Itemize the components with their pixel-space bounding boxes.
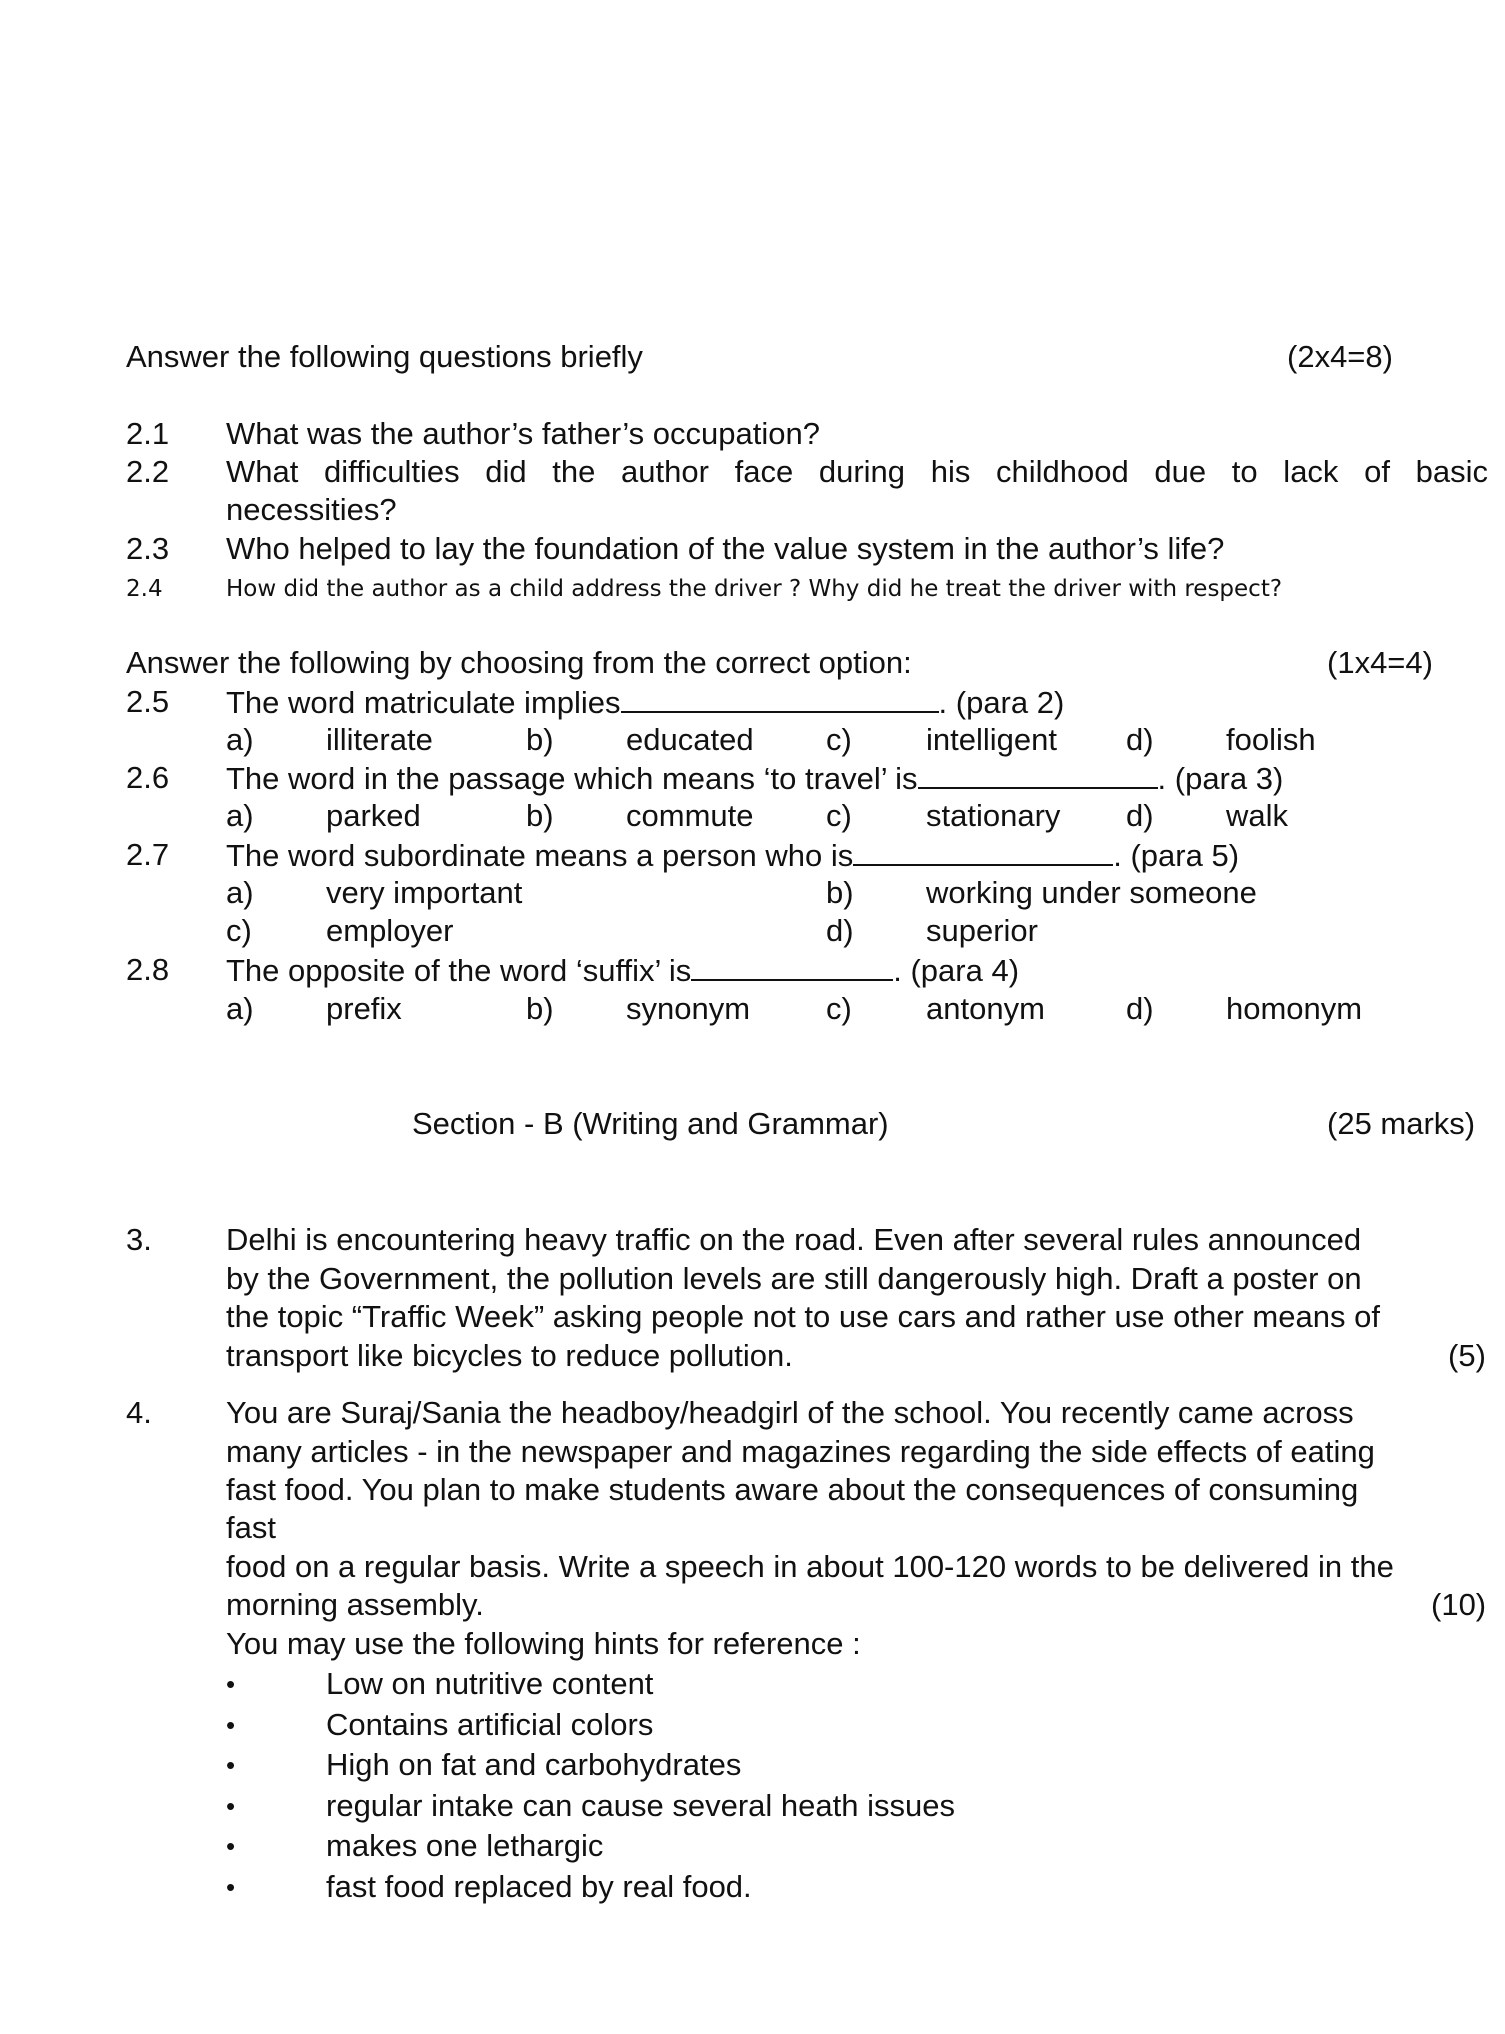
option-text: commute [626,798,754,833]
option-text: synonym [626,991,751,1026]
bullet-icon: • [226,1710,236,1740]
option-text: superior [926,913,1038,948]
bullet-icon: • [226,1872,236,1902]
para-ref: . (para 3) [1157,761,1284,796]
bullet-icon: • [226,1750,236,1780]
hint-text: makes one lethargic [326,1828,604,1863]
question-text-line: food on a regular basis. Write a speech in about 100-120 words to be delivered in the [226,1549,1394,1584]
question-text-line: You are Suraj/Sania the headboy/headgirl of the school. You recently came across [226,1395,1354,1430]
option-text: parked [326,798,421,833]
option-text: intelligent [926,722,1057,757]
question-number: 2.8 [126,952,170,987]
option-label: c) [826,798,852,833]
question-stem: The word subordinate means a person who is [226,838,854,873]
option-text: illiterate [326,722,433,757]
question-number: 2.4 [126,576,163,602]
question-marks: (5) [1448,1338,1486,1373]
option-label: c) [226,913,252,948]
option-label: c) [826,722,852,757]
question-marks: (10) [1431,1587,1487,1622]
part-b-heading: Answer the following by choosing from the correct option: [126,645,912,680]
section-b-title: Section - B (Writing and Grammar) [412,1106,889,1141]
para-ref: . (para 2) [938,685,1065,720]
option-text: stationary [926,798,1061,833]
hint-text: fast food replaced by real food. [326,1869,752,1904]
para-ref: . (para 4) [893,953,1020,988]
question-text-line: the topic “Traffic Week” asking people not to use cars and rather use other means of [226,1299,1380,1334]
part-a-marks: (2x4=8) [1287,339,1393,374]
option-text: prefix [326,991,402,1026]
question-text-line: many articles - in the newspaper and magazines regarding the side effects of eating [226,1434,1375,1469]
option-text: working under someone [926,875,1257,910]
option-label: d) [1126,722,1154,757]
question-number: 2.6 [126,760,170,795]
question-text-line: Delhi is encountering heavy traffic on the road. Even after several rules announced [226,1222,1362,1257]
option-label: a) [226,991,254,1026]
question-stem: The word in the passage which means ‘to travel’ is [226,761,918,796]
option-label: a) [226,798,254,833]
section-b-marks: (25 marks) [1327,1106,1476,1141]
option-text: employer [326,913,454,948]
question-number: 2.2 [126,454,170,489]
option-label: d) [826,913,854,948]
option-text: homonym [1226,991,1363,1026]
option-label: a) [226,722,254,757]
bullet-icon: • [226,1669,236,1699]
answer-blank [621,683,939,713]
option-label: d) [1126,991,1154,1026]
question-text [226,951,1019,990]
option-label: a) [226,875,254,910]
question-text [226,836,1239,875]
option-label: d) [1126,798,1154,833]
part-a-heading: Answer the following questions briefly [126,339,643,374]
question-text [226,759,1283,798]
bullet-icon: • [226,1831,236,1861]
option-text: walk [1226,798,1289,833]
question-text [226,683,1064,722]
para-ref: . (para 5) [1113,838,1240,873]
option-text: foolish [1226,722,1316,757]
question-stem: The word matriculate implies [226,685,621,720]
question-text-line: What difficulties did the author face during his childhood due to lack of basic [226,454,1488,489]
question-number: 2.3 [126,531,170,566]
question-number: 3. [126,1222,152,1257]
bullet-icon: • [226,1791,236,1821]
option-text: educated [626,722,754,757]
part-b-marks: (1x4=4) [1327,645,1433,680]
hint-text: Contains artificial colors [326,1707,654,1742]
answer-blank [918,759,1158,789]
option-text: antonym [926,991,1045,1026]
question-text-line: necessities? [226,492,397,527]
question-text-line: fast food. You plan to make students aware about the consequences of consuming [226,1472,1359,1507]
question-number: 4. [126,1395,152,1430]
question-text: What was the author’s father’s occupation? [226,416,820,451]
question-text: How did the author as a child address the driver ? Why did he treat the driver with respect? [226,576,1283,602]
question-number: 2.1 [126,416,170,451]
hint-text: regular intake can cause several heath issues [326,1788,955,1823]
question-stem: The opposite of the word ‘suffix’ is [226,953,692,988]
option-label: c) [826,991,852,1026]
hint-text: Low on nutritive content [326,1666,654,1701]
answer-blank [853,836,1113,866]
question-number: 2.7 [126,837,170,872]
option-label: b) [526,722,554,757]
answer-blank [691,951,893,981]
question-text-line: morning assembly. [226,1587,484,1622]
hints-intro: You may use the following hints for reference : [226,1626,861,1661]
question-number: 2.5 [126,684,170,719]
question-text-line: by the Government, the pollution levels are still dangerously high. Draft a poster on [226,1261,1362,1296]
question-text-line: transport like bicycles to reduce pollution. [226,1338,793,1373]
option-label: b) [526,798,554,833]
question-text: Who helped to lay the foundation of the value system in the author’s life? [226,531,1225,566]
question-text-line: fast [226,1510,276,1545]
hint-text: High on fat and carbohydrates [326,1747,742,1782]
option-label: b) [526,991,554,1026]
option-text: very important [326,875,523,910]
option-label: b) [826,875,854,910]
